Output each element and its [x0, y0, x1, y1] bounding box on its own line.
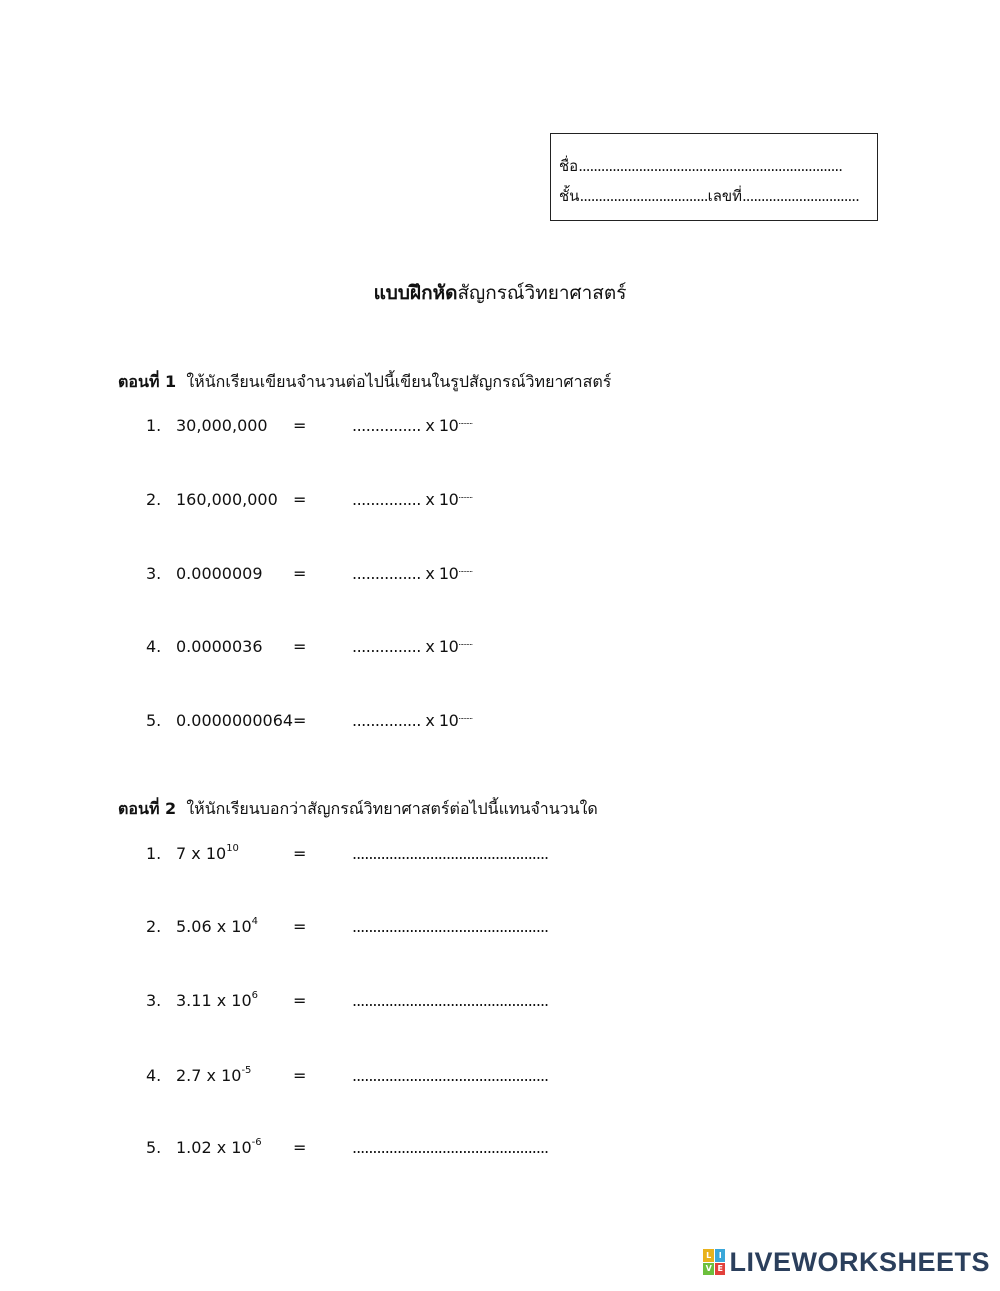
row-value: 0.0000036: [176, 637, 263, 656]
part1-row-1: [0, 416, 1000, 440]
answer-exponent-blank[interactable]: .........: [458, 638, 473, 647]
badge-letter-i: I: [715, 1249, 726, 1262]
class-label: ชั้น: [559, 187, 580, 205]
row-value: 30,000,000: [176, 416, 268, 435]
answer-blank[interactable]: [352, 564, 472, 583]
answer-exponent-blank[interactable]: .........: [458, 417, 473, 426]
part2-heading: [118, 797, 598, 822]
expression-base: 1.02 x 10: [176, 1138, 252, 1157]
part1-row-4: [0, 637, 1000, 661]
class-input-dots[interactable]: ..................................: [579, 187, 708, 205]
name-input-dots[interactable]: ......................................................................: [578, 157, 842, 175]
row-number: 5.: [146, 1138, 162, 1157]
expression-base: 5.06 x 10: [176, 917, 252, 936]
part1-heading-bold: ตอนที่ 1: [118, 372, 177, 391]
equals-sign: =: [293, 991, 307, 1010]
logo-text: LIVEWORKSHEETS: [729, 1246, 990, 1277]
row-number: 4.: [146, 637, 162, 656]
row-number: 4.: [146, 1066, 162, 1085]
part1-row-2: [0, 490, 1000, 514]
equals-sign: =: [293, 490, 307, 509]
answer-blank[interactable]: [352, 637, 472, 656]
part2-row-5: [0, 1138, 1000, 1162]
answer-blank[interactable]: ................................................: [352, 917, 549, 936]
expression-exponent: 10: [226, 842, 239, 854]
row-expression: [176, 917, 258, 936]
student-info-box: [550, 133, 878, 221]
equals-sign: =: [293, 711, 307, 730]
row-number: 1.: [146, 844, 162, 863]
badge-letter-e: E: [715, 1263, 726, 1276]
answer-exponent-blank[interactable]: .........: [458, 491, 473, 500]
part2-row-2: [0, 917, 1000, 941]
badge-letter-l: L: [703, 1249, 714, 1262]
liveworksheets-logo: [703, 1247, 990, 1277]
part2-row-4: [0, 1066, 1000, 1090]
answer-blank[interactable]: ................................................: [352, 1066, 549, 1085]
equals-sign: =: [293, 564, 307, 583]
answer-blank[interactable]: ................................................: [352, 1138, 549, 1157]
part2-heading-bold: ตอนที่ 2: [118, 799, 177, 818]
title-bold: แบบฝึกหัด: [373, 282, 458, 304]
title-normal: สัญกรณ์วิทยาศาสตร์: [457, 282, 627, 304]
row-number: 3.: [146, 991, 162, 1010]
row-number: 3.: [146, 564, 162, 583]
answer-exponent-blank[interactable]: .........: [458, 565, 473, 574]
equals-sign: =: [293, 637, 307, 656]
class-number-line: [559, 184, 859, 208]
equals-sign: =: [293, 1138, 307, 1157]
row-number: 1.: [146, 416, 162, 435]
equals-sign: =: [293, 1066, 307, 1085]
expression-base: 2.7 x 10: [176, 1066, 242, 1085]
name-line: [559, 154, 842, 178]
answer-blank[interactable]: ................................................: [352, 844, 549, 863]
answer-coefficient-blank[interactable]: ............... x 10: [352, 711, 459, 730]
row-number: 2.: [146, 917, 162, 936]
part2-heading-text: ให้นักเรียนบอกว่าสัญกรณ์วิทยาศาสตร์ต่อไปนี้แทนจำนวนใด: [186, 799, 598, 818]
answer-blank[interactable]: [352, 416, 472, 435]
row-expression: [176, 1138, 262, 1157]
equals-sign: =: [293, 844, 307, 863]
answer-blank[interactable]: [352, 490, 472, 509]
answer-coefficient-blank[interactable]: ............... x 10: [352, 637, 459, 656]
row-expression: [176, 1066, 251, 1085]
expression-exponent: 4: [251, 915, 258, 927]
part1-heading: [118, 370, 611, 395]
part1-row-5: [0, 711, 1000, 735]
row-value: 0.0000000064: [176, 711, 294, 730]
name-label: ชื่อ: [559, 157, 579, 175]
expression-exponent: -5: [241, 1064, 252, 1076]
row-number: 5.: [146, 711, 162, 730]
answer-blank[interactable]: [352, 711, 472, 730]
row-expression: [176, 991, 258, 1010]
part1-heading-text: ให้นักเรียนเขียนจำนวนต่อไปนี้เขียนในรูปสัญกรณ์วิทยาศาสตร์: [186, 372, 612, 391]
part2-row-3: [0, 991, 1000, 1015]
equals-sign: =: [293, 917, 307, 936]
answer-blank[interactable]: ................................................: [352, 991, 549, 1010]
expression-exponent: 6: [251, 989, 258, 1001]
logo-badge-icon: [703, 1249, 725, 1275]
part2-row-1: [0, 844, 1000, 868]
row-expression: [176, 844, 239, 863]
number-input-dots[interactable]: ...............................: [742, 187, 859, 205]
expression-base: 7 x 10: [176, 844, 227, 863]
equals-sign: =: [293, 416, 307, 435]
number-label: เลขที่: [707, 187, 743, 205]
answer-coefficient-blank[interactable]: ............... x 10: [352, 490, 459, 509]
badge-letter-v: V: [703, 1263, 714, 1276]
answer-coefficient-blank[interactable]: ............... x 10: [352, 416, 459, 435]
expression-base: 3.11 x 10: [176, 991, 252, 1010]
part1-row-3: [0, 564, 1000, 588]
answer-coefficient-blank[interactable]: ............... x 10: [352, 564, 459, 583]
answer-exponent-blank[interactable]: .........: [458, 712, 473, 721]
row-value: 160,000,000: [176, 490, 278, 509]
page-title: [0, 278, 1000, 308]
row-value: 0.0000009: [176, 564, 263, 583]
expression-exponent: -6: [251, 1136, 262, 1148]
row-number: 2.: [146, 490, 162, 509]
